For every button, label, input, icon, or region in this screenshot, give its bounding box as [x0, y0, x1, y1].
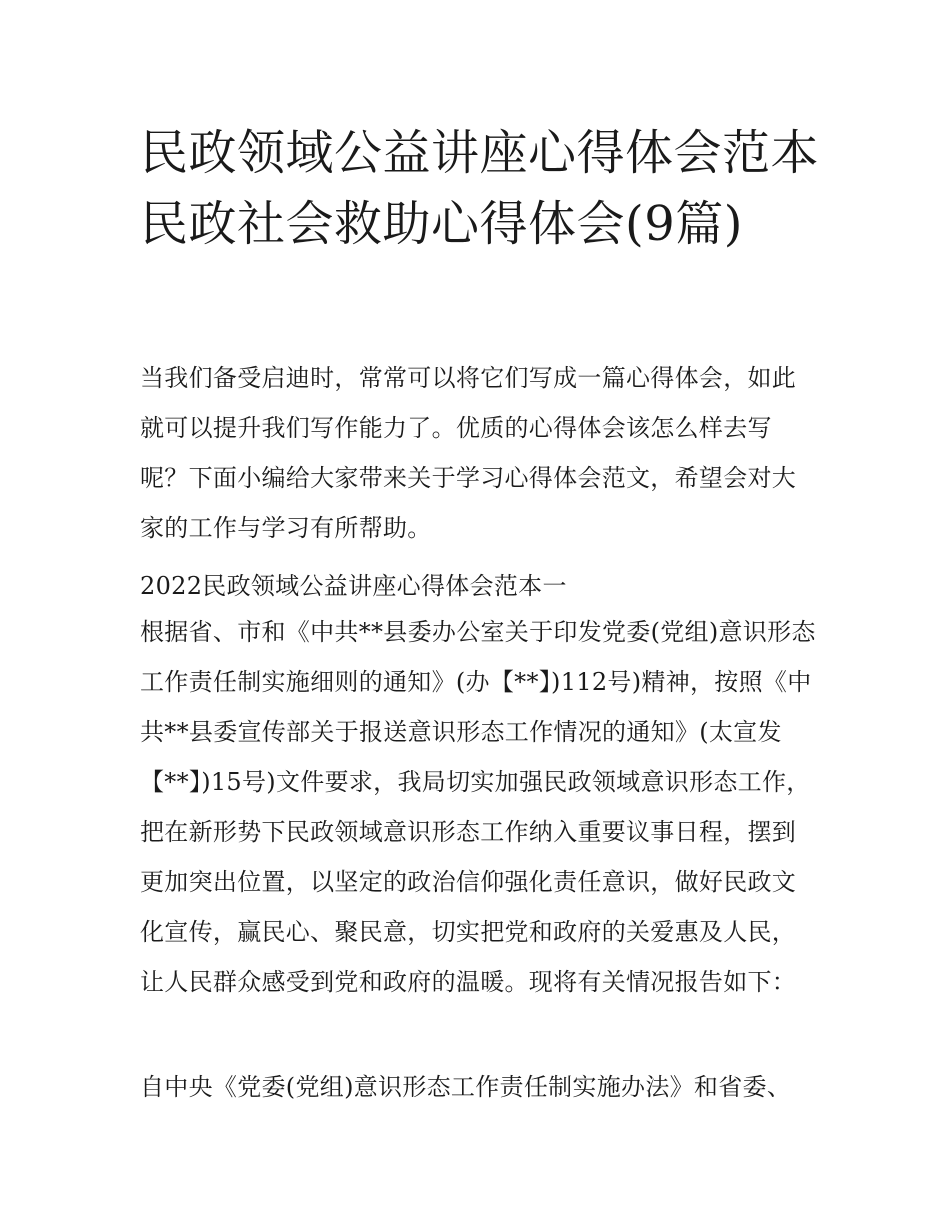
- body-paragraph-continued: 自中央《党委(党组)意识形态工作责任制实施办法》和省委、: [140, 1073, 792, 1101]
- intro-paragraph: 当我们备受启迪时，常常可以将它们写成一篇心得体会，如此就可以提升我们写作能力了。优质的心得体会该怎么样去写呢？下面小编给大家带来关于学习心得体会范文，希望会对大家的工作与学习有所帮助。: [140, 364, 797, 542]
- body-paragraph: 根据省、市和《中共**县委办公室关于印发党委(党组)意识形态工作责任制实施细则的通知》(办【**】)112号)精神，按照《中共**县委宣传部关于报送意识形态工作情况的通知》(太宣发【**】)15号)文件要求，我局切实加强民政领域意识形态工作，把在新形势下民政领域意识形态工作纳入重要议事日程，摆到更加突出位置，以坚定的政治信仰强化责任意识，做好民政文化宣传，赢民心、聚民意，切实把党和政府的关爱惠及人民，让人民群众感受到党和政府的温暖。现将有关情况报告如下：: [140, 618, 816, 996]
- document-title: 民政领域公益讲座心得体会范本 民政社会救助心得体会(9篇): [140, 125, 820, 252]
- section-heading: 2022民政领域公益讲座心得体会范本一: [140, 572, 567, 600]
